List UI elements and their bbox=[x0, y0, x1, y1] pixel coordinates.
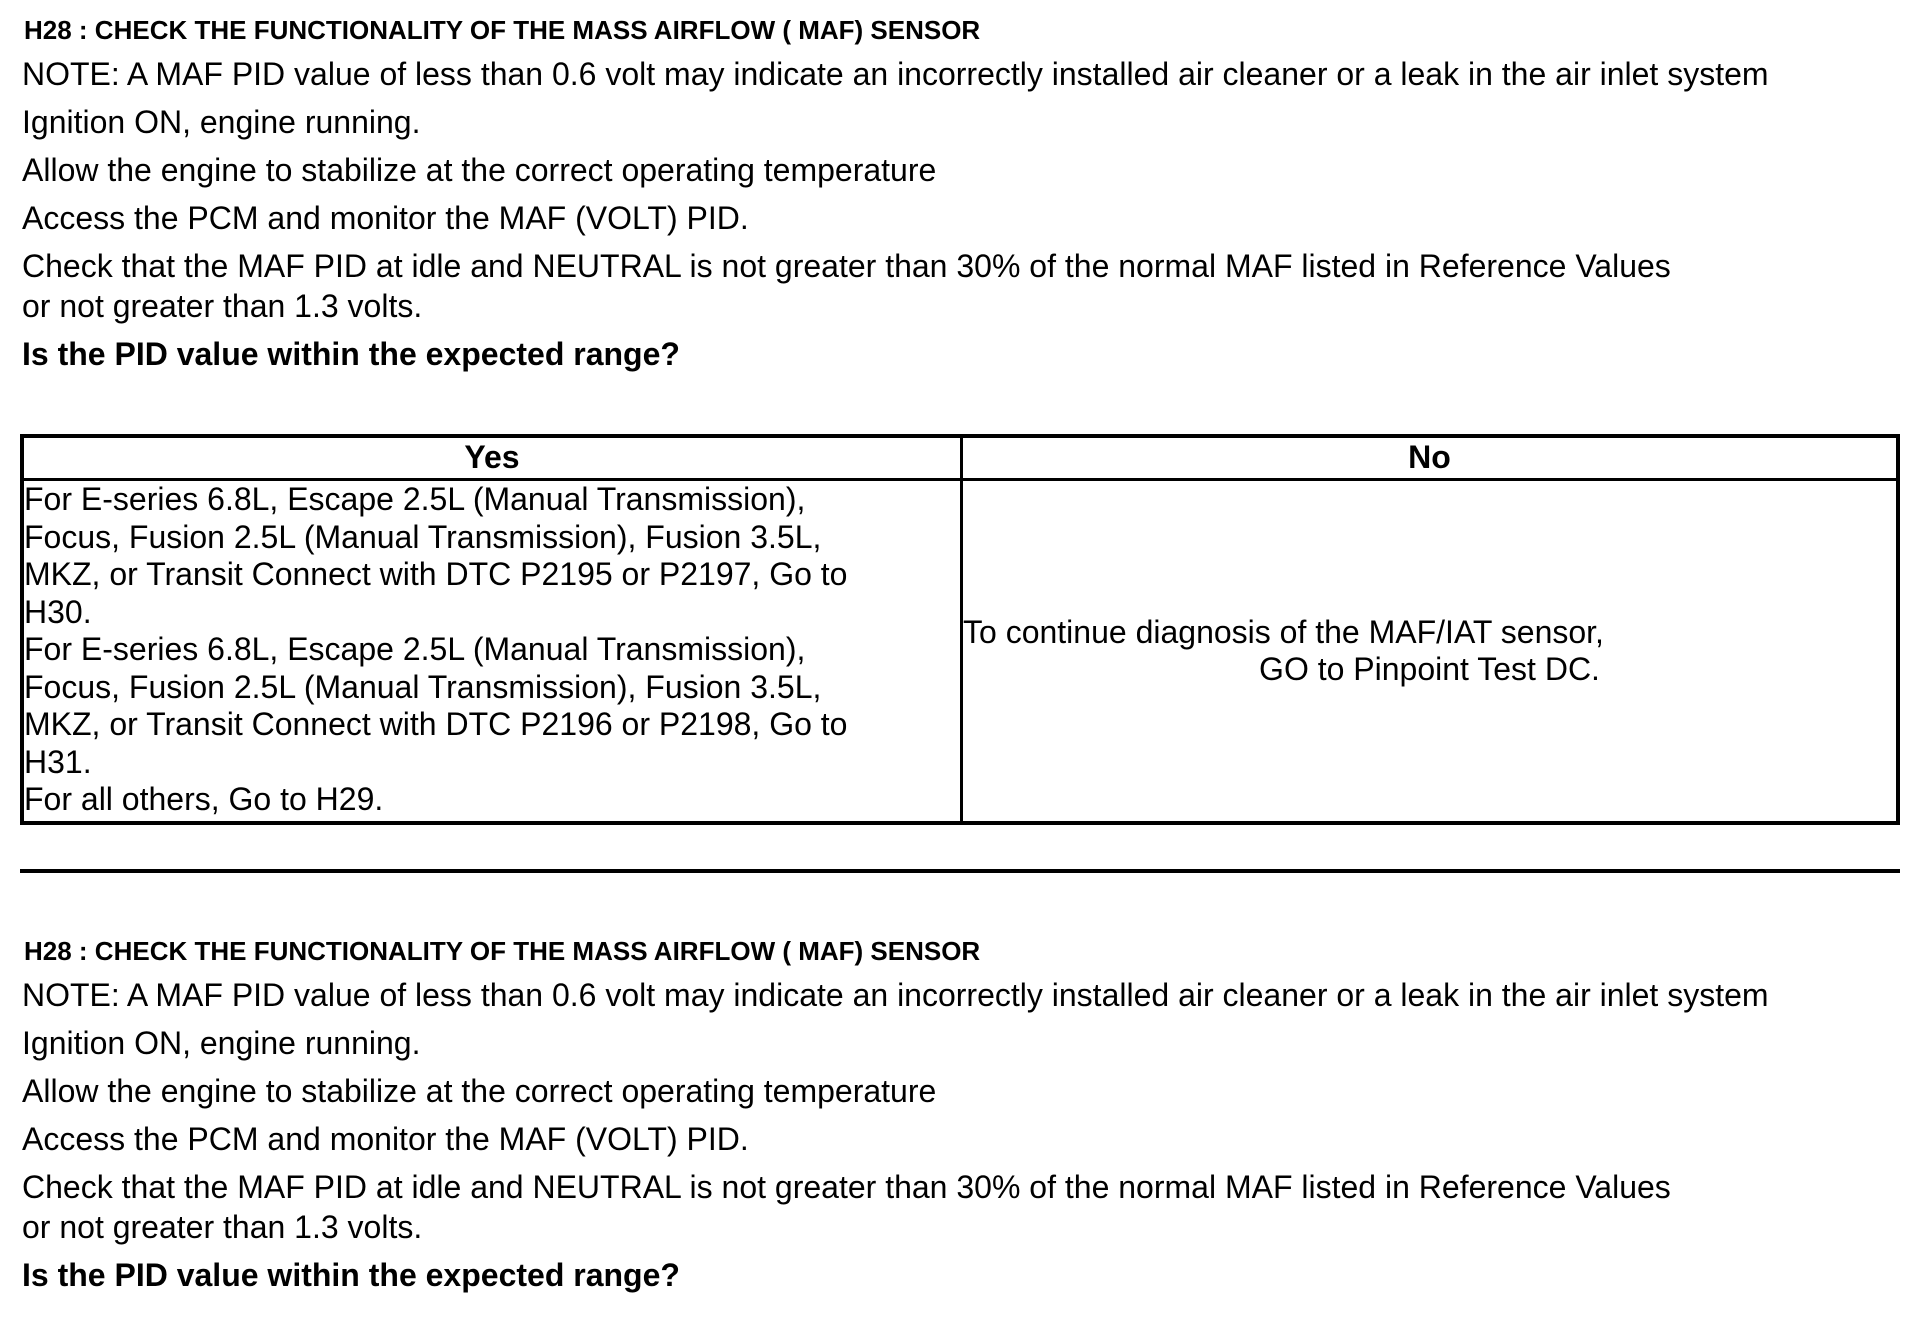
yes-column-header: Yes bbox=[24, 438, 962, 480]
note-text: NOTE: A MAF PID value of less than 0.6 volt may indicate an incorrectly installed air cleaner or a leak in the air inlet system bbox=[22, 56, 1769, 92]
section-divider bbox=[20, 869, 1900, 873]
yes-result-line: For all others, Go to H29. bbox=[24, 781, 384, 817]
step-instruction: Ignition ON, engine running. bbox=[22, 1025, 421, 1061]
yes-result-line: MKZ, or Transit Connect with DTC P2195 or P2197, Go to bbox=[24, 556, 848, 592]
step-instruction: Check that the MAF PID at idle and NEUTRAL is not greater than 30% of the normal MAF listed in Reference Values bbox=[22, 1169, 1671, 1205]
step-instruction: Ignition ON, engine running. bbox=[22, 104, 421, 140]
test-step-bottom bbox=[20, 935, 1900, 1303]
no-column-header: No bbox=[962, 438, 1897, 480]
no-result-line: To continue diagnosis of the MAF/IAT sensor, bbox=[963, 613, 1604, 650]
test-step-top bbox=[20, 14, 1900, 382]
yes-result-line: Focus, Fusion 2.5L (Manual Transmission), Fusion 3.5L, bbox=[24, 668, 822, 705]
yes-result-line: For E-series 6.8L, Escape 2.5L (Manual Transmission), bbox=[24, 631, 806, 667]
yes-result-cell bbox=[24, 480, 962, 822]
step-instruction: Access the PCM and monitor the MAF (VOLT) PID. bbox=[22, 1121, 749, 1157]
yes-result-line: Focus, Fusion 2.5L (Manual Transmission), Fusion 3.5L, bbox=[24, 518, 822, 555]
step-instruction: Check that the MAF PID at idle and NEUTRAL is not greater than 30% of the normal MAF listed in Reference Values bbox=[22, 248, 1671, 284]
step-question: Is the PID value within the expected range? bbox=[22, 336, 680, 372]
yes-result-line: MKZ, or Transit Connect with DTC P2196 or P2198, Go to bbox=[24, 706, 848, 742]
decision-table bbox=[20, 434, 1900, 825]
no-result-line: GO to Pinpoint Test DC. bbox=[1259, 651, 1600, 687]
yes-result-line: H31. bbox=[24, 743, 92, 780]
step-instruction: Access the PCM and monitor the MAF (VOLT) PID. bbox=[22, 200, 749, 236]
step-instruction: or not greater than 1.3 volts. bbox=[22, 288, 423, 324]
note-text: NOTE: A MAF PID value of less than 0.6 volt may indicate an incorrectly installed air cleaner or a leak in the air inlet system bbox=[22, 977, 1769, 1013]
yes-result-line: For E-series 6.8L, Escape 2.5L (Manual Transmission), bbox=[24, 481, 806, 517]
step-heading: H28 : CHECK THE FUNCTIONALITY OF THE MASS AIRFLOW ( MAF) SENSOR bbox=[24, 15, 981, 45]
no-result-cell bbox=[962, 480, 1897, 822]
step-instruction: Allow the engine to stabilize at the correct operating temperature bbox=[22, 152, 937, 188]
step-instruction: Allow the engine to stabilize at the correct operating temperature bbox=[22, 1073, 937, 1109]
step-question: Is the PID value within the expected range? bbox=[22, 1257, 680, 1293]
yes-result-line: H30. bbox=[24, 593, 92, 630]
step-heading: H28 : CHECK THE FUNCTIONALITY OF THE MASS AIRFLOW ( MAF) SENSOR bbox=[24, 936, 981, 966]
step-instruction: or not greater than 1.3 volts. bbox=[22, 1209, 423, 1245]
